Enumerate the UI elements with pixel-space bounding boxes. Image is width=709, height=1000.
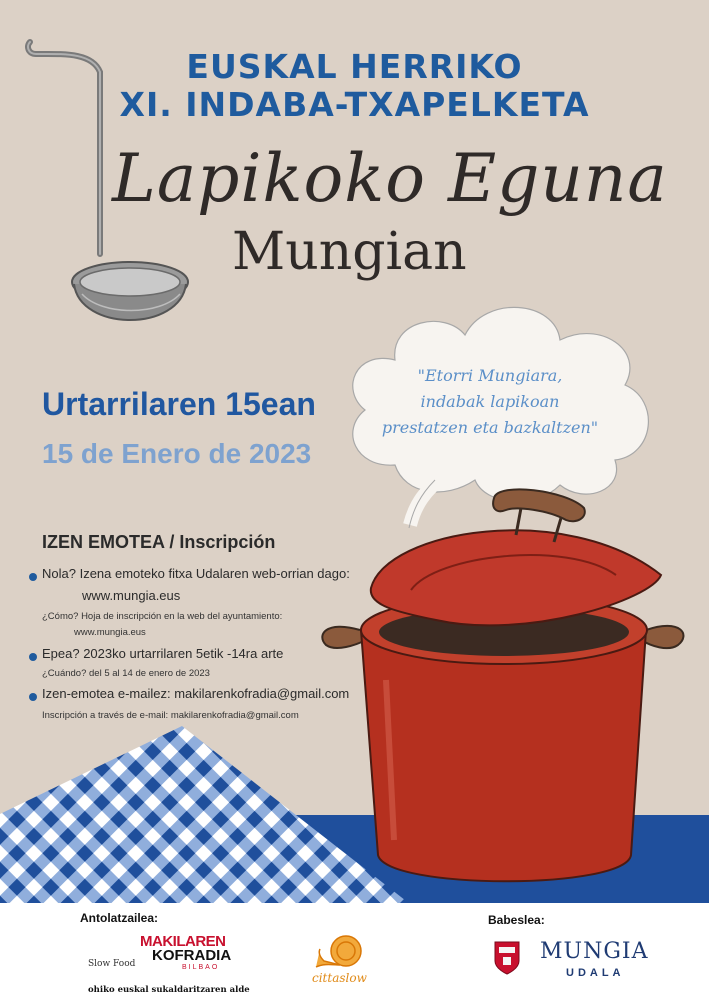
date-basque: Urtarrilaren 15ean: [42, 386, 316, 422]
mungia-text: MUNGIA: [540, 939, 649, 964]
kofradia-text: KOFRADIA: [152, 947, 232, 964]
date-spanish: 15 de Enero de 2023: [42, 438, 312, 469]
quote-line-2: indabak lapikoan: [420, 392, 560, 411]
title-line-2: XI. INDABA-TXAPELKETA: [119, 85, 590, 124]
organizer-label: Antolatzailea:: [80, 911, 159, 925]
footer: [0, 903, 709, 1000]
bullet-dot: [29, 573, 37, 581]
bilbao-text: BILBAO: [182, 964, 220, 971]
red-pot-illustration: [316, 480, 696, 890]
registration-item-2: Epea? 2023ko urtarrilaren 5etik -14ra arte: [42, 646, 284, 661]
makilaren-text: MAKILAREN: [140, 933, 226, 950]
quote-line-1: "Etorri Mungiara,: [417, 366, 563, 385]
cittaslow-text: cittaslow: [312, 971, 367, 985]
registration-item-1-es: ¿Cómo? Hoja de inscripción en la web del ayuntamiento:: [42, 611, 283, 622]
quote-line-3: prestatzen eta bazkaltzen": [381, 418, 599, 437]
kofradia-tagline: ohiko euskal sukaldaritzaren alde: [88, 985, 250, 995]
title-line-1: EUSKAL HERRIKO: [186, 47, 523, 86]
makilaren-kofradia-logo: [140, 933, 260, 993]
subtitle-mungian: Mungian: [232, 222, 467, 282]
registration-heading: IZEN EMOTEA / Inscripción: [42, 532, 276, 552]
udala-text: UDALA: [566, 967, 625, 979]
cittaslow-snail-icon: [314, 931, 370, 971]
bullet-dot: [29, 653, 37, 661]
registration-item-2-es: ¿Cuándo? del 5 al 14 de enero de 2023: [42, 668, 210, 679]
registration-item-1-es-link[interactable]: www.mungia.eus: [74, 627, 146, 638]
registration-item-1-link[interactable]: www.mungia.eus: [82, 588, 181, 603]
quote-block: [350, 363, 630, 441]
sponsor-label: Babeslea:: [488, 913, 545, 927]
registration-item-1: Nola? Izena emoteko fitxa Udalaren web-orrian dago:: [42, 566, 350, 581]
mungia-shield-icon: [494, 941, 520, 975]
slowfood-logo: Slow Food: [88, 959, 136, 969]
bullet-dot: [29, 693, 37, 701]
registration-item-3-es[interactable]: Inscripción a través de e-mail: makilarenkofradia@gmail.com: [42, 710, 299, 721]
script-title: Lapikoko Eguna: [112, 140, 668, 217]
registration-item-3[interactable]: Izen-emotea e-mailez: makilarenkofradia@gmail.com: [42, 686, 350, 701]
